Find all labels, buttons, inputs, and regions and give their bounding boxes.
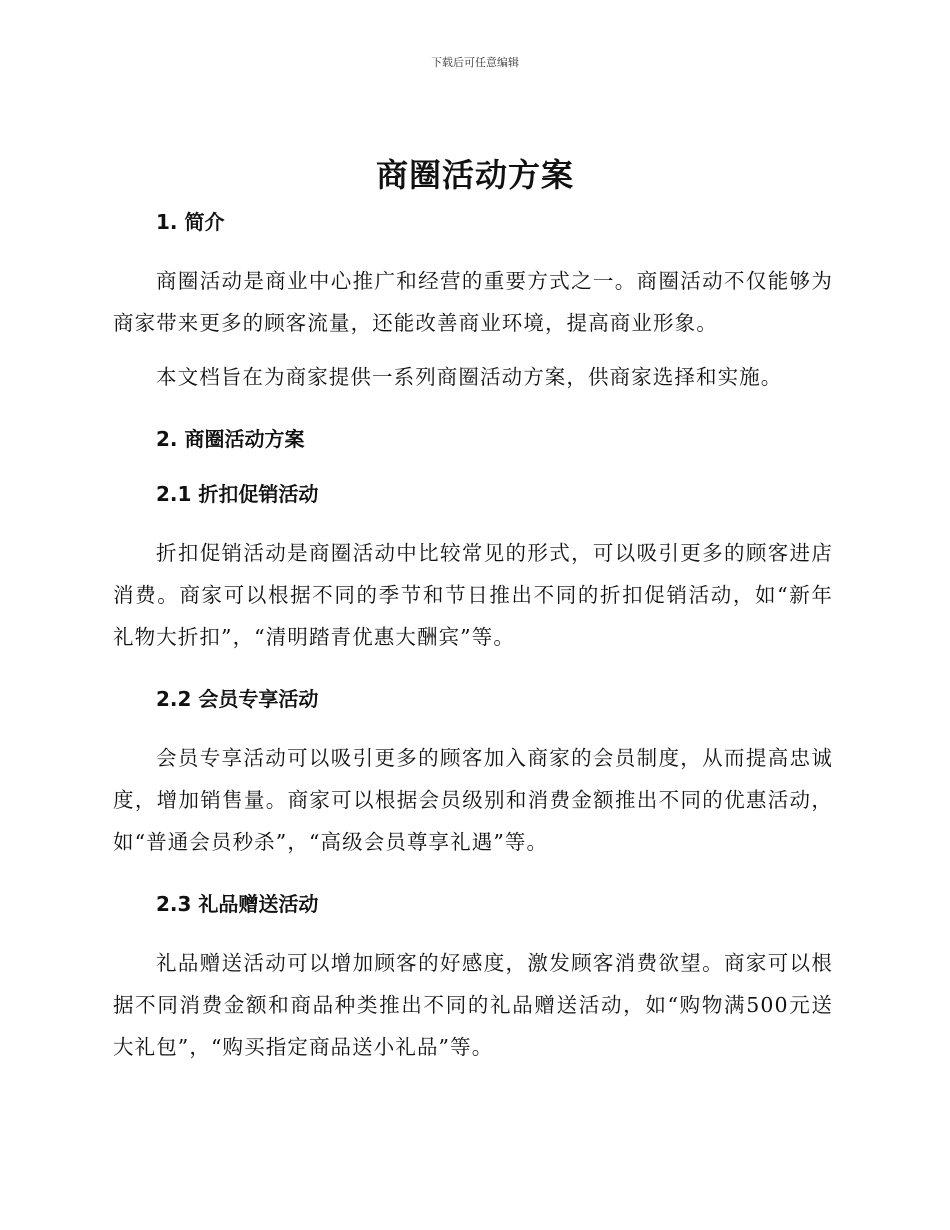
discount-paragraph: 折扣促销活动是商圈活动中比较常见的形式，可以吸引更多的顾客进店消费。商家可以根据不同的季节和节日推出不同的折扣促销活动，如“新年礼物大折扣”，“清明踏青优惠大酬宾”等。 [113, 541, 833, 649]
intro-paragraph-2: 本文档旨在为商家提供一系列商圈活动方案，供商家选择和实施。 [156, 365, 783, 389]
document-body [113, 208, 833, 1068]
page-header-note: 下载后可任意编辑 [431, 56, 519, 69]
section-heading-intro: 1. 简介 [156, 210, 225, 234]
member-paragraph: 会员专享活动可以吸引更多的顾客加入商家的会员制度，从而提高忠诚度，增加销售量。商家可以根据会员级别和消费金额推出不同的优惠活动，如“普通会员秒杀”，“高级会员尊享礼遇”等。 [113, 746, 833, 854]
section-heading-gift: 2.3 礼品赠送活动 [156, 892, 319, 916]
document-title: 商圈活动方案 [375, 156, 574, 194]
section-heading-member: 2.2 会员专享活动 [156, 687, 319, 711]
section-heading-plans: 2. 商圈活动方案 [156, 427, 305, 451]
section-heading-discount: 2.1 折扣促销活动 [156, 482, 319, 506]
intro-paragraph-1: 商圈活动是商业中心推广和经营的重要方式之一。商圈活动不仅能够为商家带来更多的顾客流量，还能改善商业环境，提高商业形象。 [113, 269, 833, 335]
gift-paragraph: 礼品赠送活动可以增加顾客的好感度，激发顾客消费欲望。商家可以根据不同消费金额和商品种类推出不同的礼品赠送活动，如“购物满500元送大礼包”，“购买指定商品送小礼品”等。 [113, 951, 833, 1059]
